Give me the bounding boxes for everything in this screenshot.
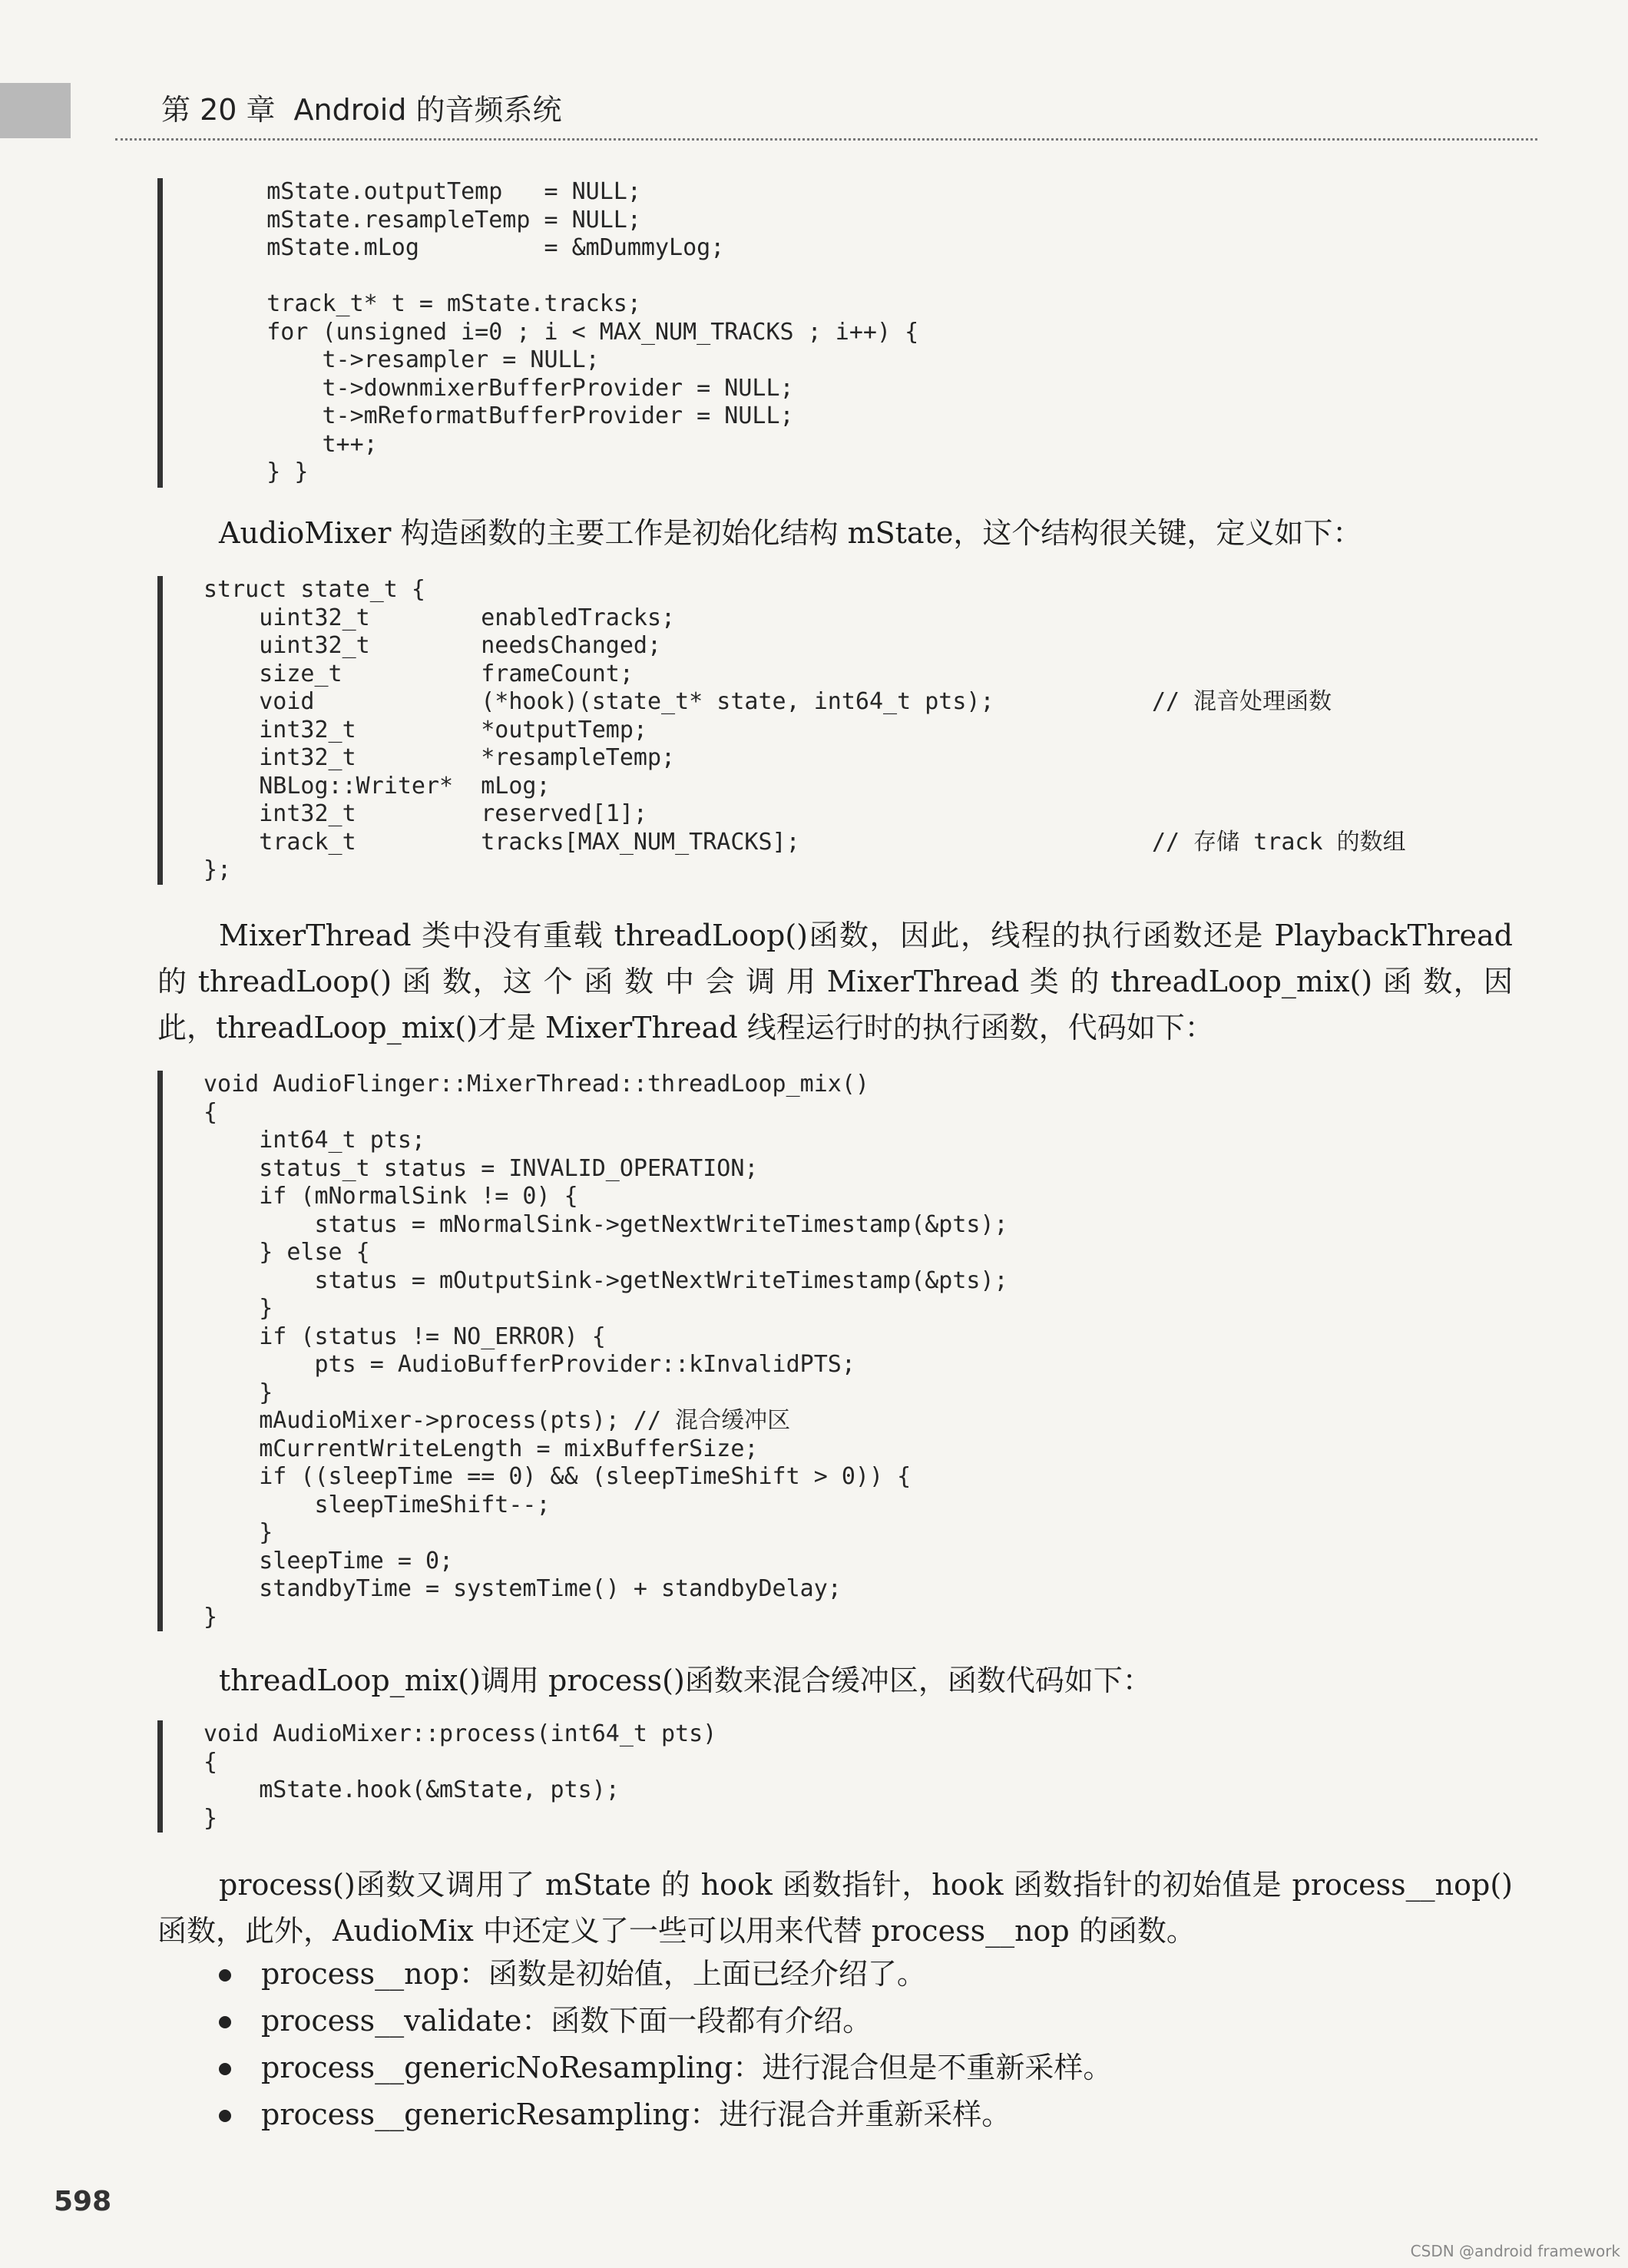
header-divider	[115, 138, 1537, 141]
code-text: track_t tracks[MAX_NUM_TRACKS];	[204, 828, 800, 856]
code-line: } else {	[204, 1239, 370, 1266]
code-line: pts = AudioBufferProvider::kInvalidPTS;	[204, 1351, 855, 1378]
code-line: for (unsigned i=0 ; i < MAX_NUM_TRACKS ; i++) {	[211, 318, 919, 346]
paragraph-text: MixerThread 类中没有重载 threadLoop()函数，因此，线程的执行函数还是 PlaybackThread 的 threadLoop() 函 数，这 个 函 数 中 会 调 用 MixerThread 类 的 threadLoop_mix() 函 数，因 此，threadLoop_mix()才是 MixerThread 线程运行时的执行函数，代码如下：	[157, 919, 1513, 1045]
code-line: size_t frameCount;	[204, 660, 634, 687]
code-line: status = mOutputSink->getNextWriteTimestamp(&pts);	[204, 1266, 1008, 1294]
code-line: mState.resampleTemp = NULL;	[211, 206, 641, 233]
watermark: CSDN @android framework	[1410, 2242, 1620, 2260]
code-line: {	[204, 1748, 218, 1776]
chapter-title: Android 的音频系统	[293, 93, 562, 127]
code-line: }	[204, 1379, 273, 1406]
list-item	[219, 2045, 1112, 2091]
bullet-icon	[219, 2110, 231, 2122]
code-line: sleepTime = 0;	[204, 1547, 454, 1574]
code-line: }	[204, 1603, 218, 1631]
code-line: status_t status = INVALID_OPERATION;	[204, 1154, 759, 1182]
code-line: NBLog::Writer* mLog;	[204, 772, 551, 800]
list-item	[219, 2091, 1112, 2138]
chapter-tab-marker	[0, 83, 71, 138]
code-line: if (mNormalSink != 0) {	[204, 1183, 578, 1210]
page-number: 598	[54, 2186, 112, 2217]
code-block-bar	[157, 1071, 163, 1631]
code-line: t->resampler = NULL;	[211, 346, 600, 373]
chapter-number: 第 20 章	[161, 93, 276, 127]
code-block-threadloop-mix	[157, 1071, 1513, 1631]
code-line	[204, 829, 1513, 857]
paragraph-mstate-intro	[157, 510, 1513, 556]
code-line: int32_t *outputTemp;	[204, 716, 647, 743]
code-block-bar	[157, 576, 163, 885]
bullet-icon	[219, 2063, 231, 2075]
code-line: mState.mLog = &mDummyLog;	[211, 234, 725, 261]
chapter-header	[161, 86, 562, 128]
code-line: void AudioMixer::process(int64_t pts)	[204, 1720, 717, 1747]
code-text: void (*hook)(state_t* state, int64_t pts);	[204, 688, 994, 715]
code-line: standbyTime = systemTime() + standbyDelay;	[204, 1575, 842, 1602]
paragraph-text: process()函数又调用了 mState 的 hook 函数指针，hook 函数指针的初始值是 process__nop()函数，此外，AudioMix 中还定义了一些可以用来代替 process__nop 的函数。	[157, 1868, 1513, 1948]
code-line: }	[204, 1295, 273, 1322]
list-item	[219, 1951, 1112, 1998]
code-line: if ((sleepTime == 0) && (sleepTimeShift > 0)) {	[204, 1463, 912, 1490]
paragraph-threadloop	[157, 912, 1513, 1051]
paragraph-hook	[157, 1862, 1513, 1954]
code-line: }	[204, 1804, 218, 1832]
code-comment: // 存储 track 的数组	[1152, 828, 1406, 856]
code-line	[204, 688, 1513, 717]
code-block-bar	[157, 1720, 163, 1833]
paragraph-text: AudioMixer 构造函数的主要工作是初始化结构 mState，这个结构很关键，定义如下：	[219, 516, 1362, 550]
code-line: mAudioMixer->process(pts); // 混合缓冲区	[204, 1407, 791, 1434]
code-line: int32_t reserved[1];	[204, 800, 647, 827]
function-list	[219, 1951, 1112, 2138]
list-item	[219, 1998, 1112, 2045]
code-block-mstate-init	[157, 178, 1513, 488]
code-line: }	[204, 1519, 273, 1546]
code-line: int64_t pts;	[204, 1127, 425, 1154]
code-line: uint32_t enabledTracks;	[204, 604, 676, 631]
list-item-text: process__genericNoResampling：进行混合但是不重新采样。	[261, 2051, 1113, 2084]
paragraph-process-intro	[157, 1657, 1513, 1703]
code-line: t->downmixerBufferProvider = NULL;	[211, 374, 794, 402]
code-line: sleepTimeShift--;	[204, 1491, 551, 1518]
code-block-bar	[157, 178, 163, 488]
code-line: t++;	[211, 430, 378, 458]
code-line: void AudioFlinger::MixerThread::threadLoop_mix()	[204, 1071, 869, 1098]
list-item-text: process__genericResampling：进行混合并重新采样。	[261, 2097, 1011, 2131]
code-line: mCurrentWriteLength = mixBufferSize;	[204, 1435, 759, 1462]
code-comment: // 混音处理函数	[1152, 688, 1332, 715]
bullet-icon	[219, 1969, 231, 1982]
paragraph-text: threadLoop_mix()调用 process()函数来混合缓冲区，函数代码如下：	[219, 1664, 1152, 1697]
code-line: {	[204, 1098, 218, 1126]
code-line: mState.hook(&mState, pts);	[204, 1776, 620, 1803]
code-line	[211, 263, 1513, 291]
code-line: uint32_t needsChanged;	[204, 632, 662, 659]
code-block-process	[157, 1720, 1513, 1833]
code-line: t->mReformatBufferProvider = NULL;	[211, 402, 794, 429]
code-line: struct state_t {	[204, 576, 425, 603]
code-line: track_t* t = mState.tracks;	[211, 290, 641, 317]
code-line: status = mNormalSink->getNextWriteTimestamp(&pts);	[204, 1210, 1008, 1238]
code-line: int32_t *resampleTemp;	[204, 744, 676, 771]
code-line: mState.outputTemp = NULL;	[211, 178, 641, 205]
bullet-icon	[219, 2016, 231, 2028]
list-item-text: process__validate：函数下面一段都有介绍。	[261, 2004, 872, 2038]
code-block-state-struct	[157, 576, 1513, 885]
code-line: } }	[211, 459, 309, 485]
code-line: };	[204, 856, 232, 883]
list-item-text: process__nop：函数是初始值，上面已经介绍了。	[261, 1957, 926, 1991]
code-line: if (status != NO_ERROR) {	[204, 1323, 606, 1350]
